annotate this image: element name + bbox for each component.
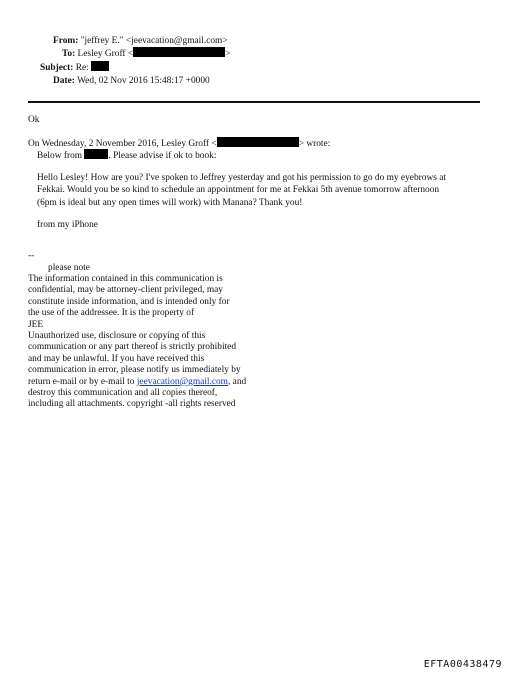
- subject-row: [40, 61, 109, 74]
- from-label: From:: [53, 36, 79, 46]
- signature: from my iPhone: [37, 220, 98, 230]
- below-prefix: Below from: [37, 151, 83, 161]
- date-value: Wed, 02 Nov 2016 15:48:17 +0000: [77, 76, 210, 86]
- disclaimer-line: JEE: [28, 319, 44, 330]
- subject-value: Re:: [75, 63, 89, 73]
- message-line: Fekkai. Would you be so kind to schedule an appointment for me at Fekkai 5th avenue tomorrow afternoon: [37, 185, 440, 196]
- disclaimer-line: constitute inside information, and is intended only for: [28, 296, 230, 307]
- disclaimer-line: communication in error, please notify us immediately by: [28, 365, 241, 376]
- quote-intro-prefix: On Wednesday, 2 November 2016, Lesley Groff <: [28, 139, 217, 149]
- email-link[interactable]: jeevacation@gmail.com: [136, 376, 228, 387]
- redaction-bar: [217, 137, 299, 147]
- disclaimer-line: and may be unlawful. If you have received this: [28, 353, 205, 364]
- header-divider: [28, 101, 480, 103]
- from-value: "jeffrey E." <jeevacation@gmail.com>: [80, 36, 228, 46]
- disclaimer-body: [28, 274, 246, 411]
- message-line: (6pm is ideal but any open times will work) with Manana? Thank you!: [37, 197, 303, 208]
- subject-label: Subject:: [40, 63, 74, 73]
- disclaimer-line: including all attachments. copyright -all rights reserved: [28, 399, 236, 410]
- to-value-prefix: Lesley Groff <: [77, 49, 134, 59]
- date-row: [53, 75, 210, 87]
- disclaimer-line: Unauthorized use, disclosure or copying of this: [28, 331, 206, 342]
- disclaimer-line: confidential, may be attorney-client privileged, may: [28, 285, 223, 296]
- from-row: [53, 35, 228, 47]
- to-value-suffix: >: [225, 49, 231, 59]
- disclaimer-line: destroy this communication and all copies thereof,: [28, 388, 218, 399]
- disclaimer-line: communication or any part thereof is strictly prohibited: [28, 342, 237, 353]
- message-line: Hello Lesley! How are you? I've spoken to Jeffrey yesterday and got his permission to go do my eyebrows at: [37, 173, 446, 183]
- disclaimer-line: The information contained in this communication is: [28, 274, 223, 284]
- link-line-suffix: , and: [227, 376, 247, 387]
- date-label: Date:: [53, 76, 75, 86]
- disclaimer-line: the use of the addressee. It is the property of: [28, 308, 195, 319]
- disclaimer-link-line: [28, 377, 246, 388]
- below-from-line: [37, 149, 216, 162]
- link-line-prefix: return e-mail or by e-mail to: [28, 376, 137, 387]
- redaction-bar: [133, 47, 225, 57]
- reply-text: Ok: [28, 115, 40, 125]
- quoted-message: [37, 172, 482, 209]
- redaction-bar: [84, 149, 108, 159]
- to-label: To:: [62, 49, 76, 59]
- redaction-bar: [91, 61, 109, 71]
- document-id: EFTA00438479: [423, 659, 502, 670]
- disclaimer-separator: --: [28, 251, 35, 261]
- below-suffix: . Please advise if ok to book:: [108, 151, 217, 161]
- disclaimer-heading: please note: [48, 263, 90, 273]
- to-row: [62, 47, 230, 60]
- quote-intro-suffix: > wrote:: [298, 139, 331, 149]
